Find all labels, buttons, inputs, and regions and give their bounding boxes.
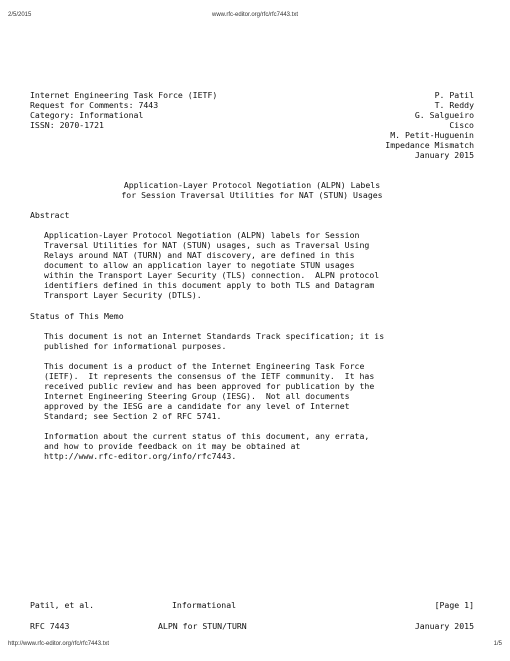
print-footer-url: http://www.rfc-editor.org/rfc/rfc7443.txt [8, 641, 110, 647]
print-date: 2/5/2015 [8, 12, 32, 18]
print-url: www.rfc-editor.org/rfc/rfc7443.txt [211, 12, 299, 18]
abstract-line: Application-Layer Protocol Negotiation (ALPN) labels for Session [44, 230, 360, 240]
status-line: http://www.rfc-editor.org/info/rfc7443. [44, 451, 237, 461]
abstract-line: within the Transport Layer Security (TLS) connection. ALPN protocol [44, 270, 380, 280]
footer-page: [Page 1] [434, 600, 474, 610]
header-row: Impedance Mismatch [385, 140, 474, 150]
header-row: Request for Comments: 7443 T. Reddy [30, 100, 474, 110]
section-heading-status: Status of This Memo [30, 311, 124, 321]
abstract-line: Traversal Utilities for NAT (STUN) usages, such as Traversal Using [44, 240, 370, 250]
abstract-line: document to allow an application layer to negotiate STUN usages [44, 260, 355, 270]
status-line: Internet Engineering Steering Group (IESG). Not all documents [44, 391, 350, 401]
status-line: This document is not an Internet Standards Track specification; it is [44, 331, 385, 341]
header-row: M. Petit-Huguenin [390, 130, 474, 140]
status-line: (IETF). It represents the consensus of the IETF community. It has [44, 371, 375, 381]
status-line: Information about the current status of this document, any errata, [44, 431, 370, 441]
document-title: Application-Layer Protocol Negotiation (ALPN) Labels [123, 180, 381, 190]
short-title: ALPN for STUN/TURN [158, 621, 247, 631]
footer-category: Informational [172, 600, 237, 610]
print-page-count: 1/5 [493, 641, 502, 647]
section-heading-abstract: Abstract [30, 210, 70, 220]
header-row: Category: Informational G. Salgueiro [30, 110, 474, 120]
abstract-line: Transport Layer Security (DTLS). [44, 290, 202, 300]
header-date: January 2015 [414, 621, 474, 631]
document-title: for Session Traversal Utilities for NAT (STUN) Usages [121, 190, 383, 200]
header-row: January 2015 [414, 150, 474, 160]
abstract-line: identifiers defined in this document apply to both TLS and Datagram [44, 280, 375, 290]
status-line: This document is a product of the Internet Engineering Task Force [44, 361, 365, 371]
header-row: Internet Engineering Task Force (IETF) P. Patil [30, 90, 474, 100]
rfc-number: RFC 7443 [30, 621, 70, 631]
page-footer [30, 600, 474, 610]
status-line: received public review and has been approved for publication by the [44, 381, 375, 391]
status-line: approved by the IESG are a candidate for any level of Internet [44, 401, 350, 411]
abstract-line: Relays around NAT (TURN) and NAT discovery, are defined in this [44, 250, 355, 260]
status-line: Standard; see Section 2 of RFC 5741. [44, 411, 222, 421]
status-line: and how to provide feedback on it may be obtained at [44, 441, 301, 451]
status-line: published for informational purposes. [44, 341, 227, 351]
header-row: ISSN: 2070-1721 Cisco [30, 120, 474, 130]
footer-authors: Patil, et al. [30, 600, 95, 610]
next-page-header [30, 621, 474, 631]
